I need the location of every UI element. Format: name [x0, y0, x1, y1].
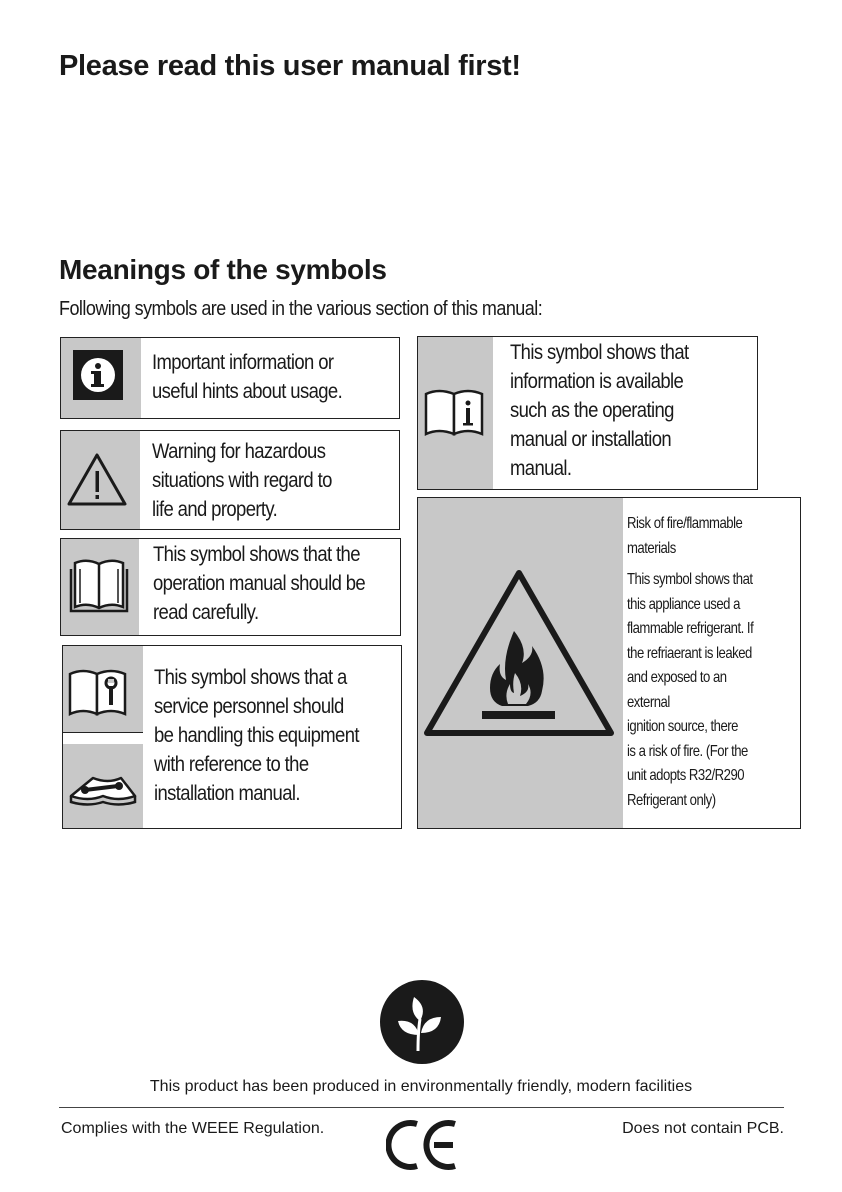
info-icon	[61, 338, 141, 418]
weee-compliance: Complies with the WEEE Regulation.	[61, 1120, 325, 1137]
symbol-description: This symbol shows that information is available such as the operating manual or installation manual.	[510, 341, 689, 480]
manual-info-icon	[418, 337, 493, 489]
symbol-box-read-manual	[60, 538, 401, 636]
open-book-icon	[61, 539, 139, 635]
service-manual-icon	[63, 646, 143, 732]
footer-divider	[59, 1107, 784, 1108]
icon-cell	[61, 338, 141, 418]
symbol-box-flammable	[417, 497, 801, 829]
symbol-description: Warning for hazardous situations with regard to life and property.	[152, 440, 332, 521]
page-title: Please read this user manual first!	[59, 50, 521, 82]
symbol-box-service	[62, 645, 402, 829]
ce-mark-icon	[386, 1116, 460, 1174]
icon-cell	[418, 337, 493, 489]
section-intro: Following symbols are used in the various section of this manual:	[59, 298, 543, 320]
symbol-box-warning	[60, 430, 400, 530]
fire-risk-description: This symbol shows that this appliance used a flammable refrigerant. If the refriaerant is leaked and exposed to an external ignition source, there is a risk of fire. (For the unit adopts R32/R290 Refrigerant only)	[627, 571, 754, 809]
flammable-warning-icon	[418, 498, 623, 828]
symbol-description: Important information or useful hints about usage.	[152, 351, 343, 403]
icon-cell	[63, 646, 143, 732]
symbol-box-manual-info	[417, 336, 758, 490]
icon-cell	[418, 498, 623, 828]
symbol-box-info	[60, 337, 400, 419]
installation-manual-icon	[63, 744, 143, 828]
symbol-description: This symbol shows that a service personnel should be handling this equipment with reference to the installation manual.	[154, 666, 359, 805]
eco-caption: This product has been produced in environmentally friendly, modern facilities	[149, 1078, 693, 1095]
section-heading: Meanings of the symbols	[59, 254, 387, 285]
icon-cell	[61, 539, 139, 635]
icon-cell	[61, 431, 140, 529]
symbol-description: This symbol shows that the operation manual should be read carefully.	[153, 543, 366, 624]
eco-leaf-icon	[379, 979, 465, 1065]
icon-divider	[63, 732, 143, 733]
fire-risk-title: Risk of fire/flammable materials	[627, 515, 743, 557]
pcb-statement: Does not contain PCB.	[622, 1120, 784, 1137]
icon-cell	[63, 744, 143, 828]
warning-icon	[61, 431, 140, 529]
